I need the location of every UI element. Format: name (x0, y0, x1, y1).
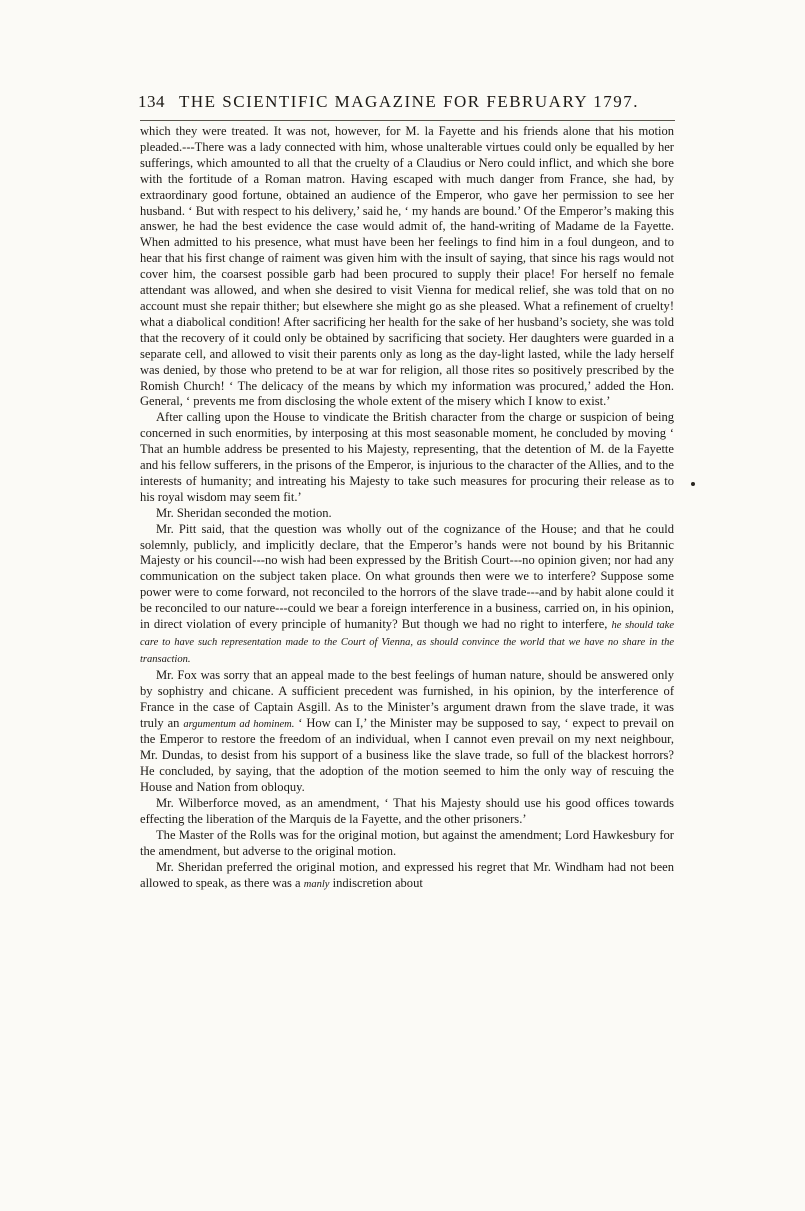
running-title: THE SCIENTIFIC MAGAZINE FOR FEBRUARY 1797. (179, 92, 640, 111)
paragraph: Mr. Wilberforce moved, as an amendment, ‘ That his Majesty should use his good offices towards effecting the liberation of the Marquis de la Fayette, and the other prisoners.’ (140, 796, 674, 826)
paragraph-text: Mr. Fox was sorry that an appeal made to the best feelings of human nature, should be answered only by sophistry and chicane. A sufficient precedent was furnished, in his opinion, by the interference of France in the case of Captain Asgill. As to the Minister’s argument drawn from the slave trade, it was truly an (140, 667, 674, 730)
margin-mark (691, 482, 695, 486)
paragraph-text: Mr. Sheridan preferred the original motion, and expressed his regret that Mr. Windham had not been allowed to speak, as there was a (140, 859, 674, 890)
paragraph: Mr. Sheridan seconded the motion. (156, 505, 332, 520)
header-rule (140, 120, 675, 121)
page-number: 134 (138, 92, 165, 111)
paragraph: The Master of the Rolls was for the original motion, but against the amendment; Lord Hawkesbury for the amendment, but adverse to the original motion. (140, 827, 674, 858)
paragraph-italic-text: manly (303, 878, 330, 890)
page-header (138, 92, 678, 112)
paragraph (140, 522, 674, 668)
paragraph-text: ‘ How can I,’ the Minister may be supposed to say, ‘ expect to prevail on the Emperor to restore the freedom of an individual, when I cannot even prevail on my next neighbour, Mr. Dundas, to desist from his support of a business like the slave trade, so full of the blackest horrors? He concluded, by saying, that the adoption of the motion seemed to him the only way of rescuing the House and Nation from obloquy. (140, 715, 674, 795)
paragraph-italic-text: he should take care to have such representation made to the Court of Vienna, as should convince the world that we have no share in the transaction. (140, 620, 675, 665)
paragraph (140, 860, 674, 893)
paragraph: which they were treated. It was not, however, for M. la Fayette and his friends alone that his motion pleaded.---There was a lady connected with him, whose unalterable virtues could only be equalled by her sufferings, which amounted to all that the cruelty of a Claudius or Nero could inflict, and which she bore with the fortitude of a Roman matron. Having escaped with much danger from France, she had, by extraordinary good fortune, obtained an audience of the Emperor, who gave her permission to see her husband. ‘ But with respect to his delivery,’ said he, ‘ my hands are bound.’ Of the Emperor’s making this answer, he had the best evidence the case would admit of, the hand-writing of Madame de la Fayette. When admitted to his presence, what must have been her feelings to find him in a foul dungeon, and to hear that his first change of raiment was given him with the insult of saying, that since his rags would not cover him, the coarsest possible garb had been procured to supply their place! For herself no female attendant was allowed, and when she desired to visit Vienna for medical relief, she was told that on no account must she repair thither; but elsewhere she might go as she pleased. What a refinement of cruelty! what a diabolical condition! After sacrificing her health for the sake of her husband’s society, she was told that the recovery of it could only be obtained by sacrificing that society. Her daughters were guarded in a separate cell, and allowed to visit their parents only as long as the day-light lasted, while the lady herself was denied, by those who pretend to be at war for religion, all those rites so positively prescribed by the Romish Church! ‘ The delicacy of the means by which my information was procured,’ added the Hon. General, ‘ prevents me from disclosing the whole extent of the misery which I know to exist.’ (140, 124, 674, 409)
paragraph-italic-text: argumentum ad hominem. (183, 718, 295, 730)
paragraph: After calling upon the House to vindicate the British character from the charge or suspicion of being concerned in such enormities, by interposing at this most seasonable moment, he concluded by moving ‘ That an humble address be presented to his Majesty, representing, that the detention of M. de la Fayette and his fellow sufferers, in the prisons of the Emperor, is injurious to the character of the Allies, and to the interests of humanity; and intreating his Majesty to take such measures for procuring their release as to his royal wisdom may seem fit.’ (140, 410, 674, 504)
paragraph-text: indiscretion about (332, 875, 423, 890)
paragraph (140, 668, 674, 796)
article-body (140, 124, 674, 893)
paragraph-text: Mr. Pitt said, that the question was wholly out of the cognizance of the House; and that he could solemnly, publicly, and implicitly declare, that the Emperor’s hands were not bound by his Britannic Majesty or his council---no wish had been expressed by the British Court---no opinion given; nor had any communication on the subject taken place. On what grounds then were we to interfere? Suppose some power were to come forward, not reconciled to the horrors of the slave trade---and by habit alone could it be reconciled to our nature---could we bear a foreign interference in a business, carried on, in his opinion, in direct violation of every principle of humanity? But though we had no right to interfere, (140, 521, 674, 632)
